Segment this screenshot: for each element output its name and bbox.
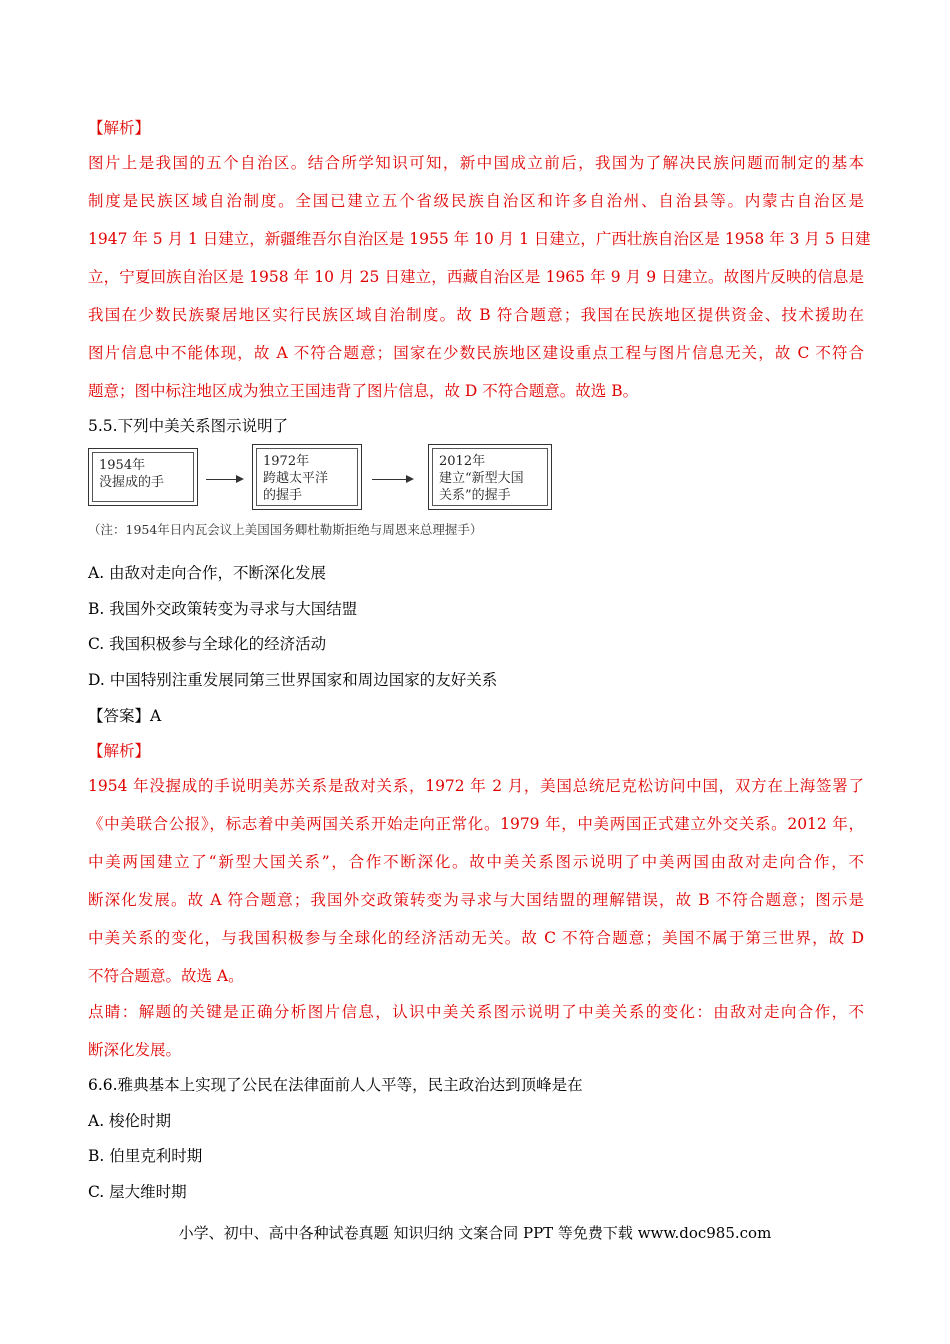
diagram-box-text: 跨越太平洋 <box>263 471 329 486</box>
diagram-box-text: 没握成的手 <box>99 475 165 490</box>
page-footer: 小学、初中、高中各种试卷真题 知识归纳 文案合同 PPT 等免费下载 www.doc985.com <box>178 1224 772 1242</box>
diagram-box-2012 <box>428 444 552 510</box>
sino-us-relations-diagram <box>88 444 548 540</box>
diagram-box-1954 <box>88 448 198 506</box>
option-a: A. 由敌对走向合作，不断深化发展 <box>88 564 327 582</box>
question-6-stem: 6.6.雅典基本上实现了公民在法律面前人人平等，民主政治达到顶峰是在 <box>88 1076 583 1094</box>
option-b: B. 伯里克利时期 <box>88 1147 203 1165</box>
analysis-line: 不符合题意。故选 A。 <box>88 967 244 985</box>
analysis-line: 我国在少数民族聚居地区实行民族区域自治制度。故 B 符合题意；我国在民族地区提供资金、技术援助在 <box>88 306 864 324</box>
analysis-line: 立，宁夏回族自治区是 1958 年 10 月 25 日建立，西藏自治区是 1965 年 9 月 9 日建立。故图片反映的信息是 <box>88 268 864 286</box>
point-line: 点睛：解题的关键是正确分析图片信息，认识中美关系图示说明了中美关系的变化：由敌对走向合作，不 <box>88 1003 864 1021</box>
analysis-label: 【解析】 <box>88 119 151 137</box>
diagram-box-text: 的握手 <box>263 488 303 503</box>
diagram-box-text: 2012年 <box>439 454 486 469</box>
analysis-line: 制度是民族区域自治制度。全国已建立五个省级民族自治区和许多自治州、自治县等。内蒙古自治区是 <box>88 192 864 210</box>
analysis-line: 1947 年 5 月 1 日建立，新疆维吾尔自治区是 1955 年 10 月 1 日建立，广西壮族自治区是 1958 年 3 月 5 日建 <box>88 230 871 248</box>
option-a: A. 梭伦时期 <box>88 1112 172 1130</box>
arrow-icon <box>372 479 412 480</box>
answer: 【答案】A <box>88 707 162 725</box>
analysis-line: 图片上是我国的五个自治区。结合所学知识可知，新中国成立前后，我国为了解决民族问题而制定的基本 <box>88 154 864 172</box>
analysis-label: 【解析】 <box>88 742 151 760</box>
analysis-line: 图片信息中不能体现，故 A 不符合题意；国家在少数民族地区建设重点工程与图片信息无关，故 C 不符合 <box>88 344 864 362</box>
question-5-stem: 5.5.下列中美关系图示说明了 <box>88 417 289 435</box>
diagram-box-text: 1972年 <box>263 454 310 469</box>
analysis-line: 断深化发展。故 A 符合题意；我国外交政策转变为寻求与大国结盟的理解错误，故 B 不符合题意；图示是 <box>88 891 864 909</box>
option-b: B. 我国外交政策转变为寻求与大国结盟 <box>88 600 358 618</box>
option-c: C. 我国积极参与全球化的经济活动 <box>88 635 327 653</box>
diagram-box-1972 <box>252 444 362 510</box>
option-d: D. 中国特别注重发展同第三世界国家和周边国家的友好关系 <box>88 671 498 689</box>
analysis-line: 题意；图中标注地区成为独立王国违背了图片信息，故 D 不符合题意。故选 B。 <box>88 382 639 400</box>
arrow-icon <box>206 479 242 480</box>
analysis-line: 1954 年没握成的手说明美苏关系是敌对关系，1972 年 2 月，美国总统尼克松访问中国，双方在上海签署了 <box>88 777 864 795</box>
diagram-box-text: 关系”的握手 <box>439 488 511 503</box>
analysis-line: 中美两国建立了“新型大国关系”，合作不断深化。故中美关系图示说明了中美两国由敌对走向合作，不 <box>88 853 864 871</box>
point-line: 断深化发展。 <box>88 1041 182 1059</box>
diagram-box-text: 建立“新型大国 <box>439 471 524 486</box>
analysis-line: 中美关系的变化，与我国积极参与全球化的经济活动无关。故 C 不符合题意；美国不属于第三世界，故 D <box>88 929 864 947</box>
diagram-note: （注：1954年日内瓦会议上美国国务卿杜勒斯拒绝与周恩来总理握手） <box>88 522 483 537</box>
diagram-box-text: 1954年 <box>99 458 146 473</box>
analysis-line: 《中美联合公报》，标志着中美两国关系开始走向正常化。1979 年，中美两国正式建立外交关系。2012 年， <box>88 815 864 833</box>
option-c: C. 屋大维时期 <box>88 1183 187 1201</box>
